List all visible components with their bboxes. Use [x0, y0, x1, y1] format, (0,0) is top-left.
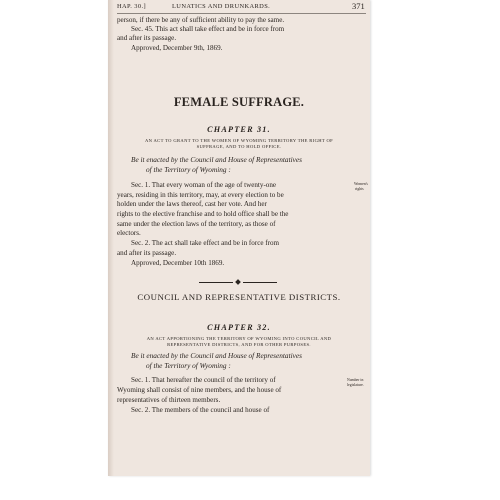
chapter-31-sec1-line-5: same under the election laws of the territory, as those of [117, 220, 276, 228]
chapter-31-act-line-2: SUFFRAGE, AND TO HOLD OFFICE. [196, 144, 282, 149]
chapter-31-sec1-line-3: holden under the laws thereof, cast her vote. And her [117, 200, 267, 208]
chapter-31-sec2-line-1: Sec. 2. The act shall take effect and be in force from [131, 239, 280, 247]
chapter-32-enact-line-1: Be it enacted by the Council and House of Representatives [131, 351, 302, 360]
prev-approved: Approved, December 9th, 1869. [131, 44, 223, 52]
prev-line-2: Sec. 45. This act shall take effect and be in force from [131, 25, 285, 33]
margin-note-womens-rights-1: Women's [354, 182, 368, 186]
header-chapter-ref: HAP. 30.] [117, 3, 146, 10]
divider-rule-right [243, 282, 277, 283]
prev-line-1: person, if there be any of sufficient ability to pay the same. [117, 16, 285, 24]
chapter-31-sec2-line-2: and after its passage. [117, 249, 177, 257]
header-running-title: LUNATICS AND DRUNKARDS. [172, 3, 271, 10]
chapter-31-sec1-line-1: Sec. 1. That every woman of the age of twenty-one [131, 181, 277, 189]
section-title-council-districts: COUNCIL AND REPRESENTATIVE DISTRICTS. [137, 292, 341, 302]
chapter-32-heading: CHAPTER 32. [207, 323, 271, 332]
margin-note-womens-rights-2: rights [355, 187, 364, 191]
margin-note-number-1: Number in [347, 378, 364, 382]
divider-rule-left [199, 282, 233, 283]
chapter-32-sec1-line-1: Sec. 1. That hereafter the council of the territory of [131, 376, 276, 384]
prev-line-3: and after its passage. [117, 34, 177, 42]
chapter-32-enact-line-2: of the Territory of Wyoming : [146, 361, 231, 370]
chapter-32-sec2-line-1: Sec. 2. The members of the council and house of [131, 406, 270, 414]
chapter-31-sec1-line-6: electors. [117, 229, 141, 237]
book-page [108, 0, 370, 476]
chapter-31-enact-line-1: Be it enacted by the Council and House of Representatives [131, 155, 302, 164]
chapter-32-sec1-line-2: Wyoming shall consist of nine members, and the house of [117, 386, 282, 394]
chapter-32-act-line-2: REPRESENTATIVE DISTRICTS, AND FOR OTHER PURPOSES. [167, 342, 311, 347]
divider-ornament [235, 279, 241, 285]
chapter-32-sec1-line-3: representatives of thirteen members. [117, 396, 221, 404]
chapter-31-approved: Approved, December 10th 1869. [131, 259, 225, 267]
chapter-31-act-line-1: AN ACT TO GRANT TO THE WOMEN OF WYOMING TERRITORY THE RIGHT OF [144, 138, 334, 143]
page-gutter-shadow [108, 0, 114, 476]
margin-note-number-2: legislature. [347, 383, 364, 387]
page-number: 371 [352, 1, 365, 11]
section-title-female-suffrage: FEMALE SUFFRAGE. [173, 95, 305, 109]
chapter-31-enact-line-2: of the Territory of Wyoming : [146, 165, 231, 174]
chapter-32-act-line-1: AN ACT APPORTIONING THE TERRITORY OF WYOMING INTO COUNCIL AND [146, 336, 332, 341]
chapter-31-sec1-line-2: years, residing in this territory, may, at every election to be [117, 191, 284, 199]
chapter-31-sec1-line-4: rights to the elective franchise and to hold office shall be the [117, 210, 289, 218]
chapter-31-heading: CHAPTER 31. [207, 125, 271, 134]
header-rule [117, 13, 366, 14]
